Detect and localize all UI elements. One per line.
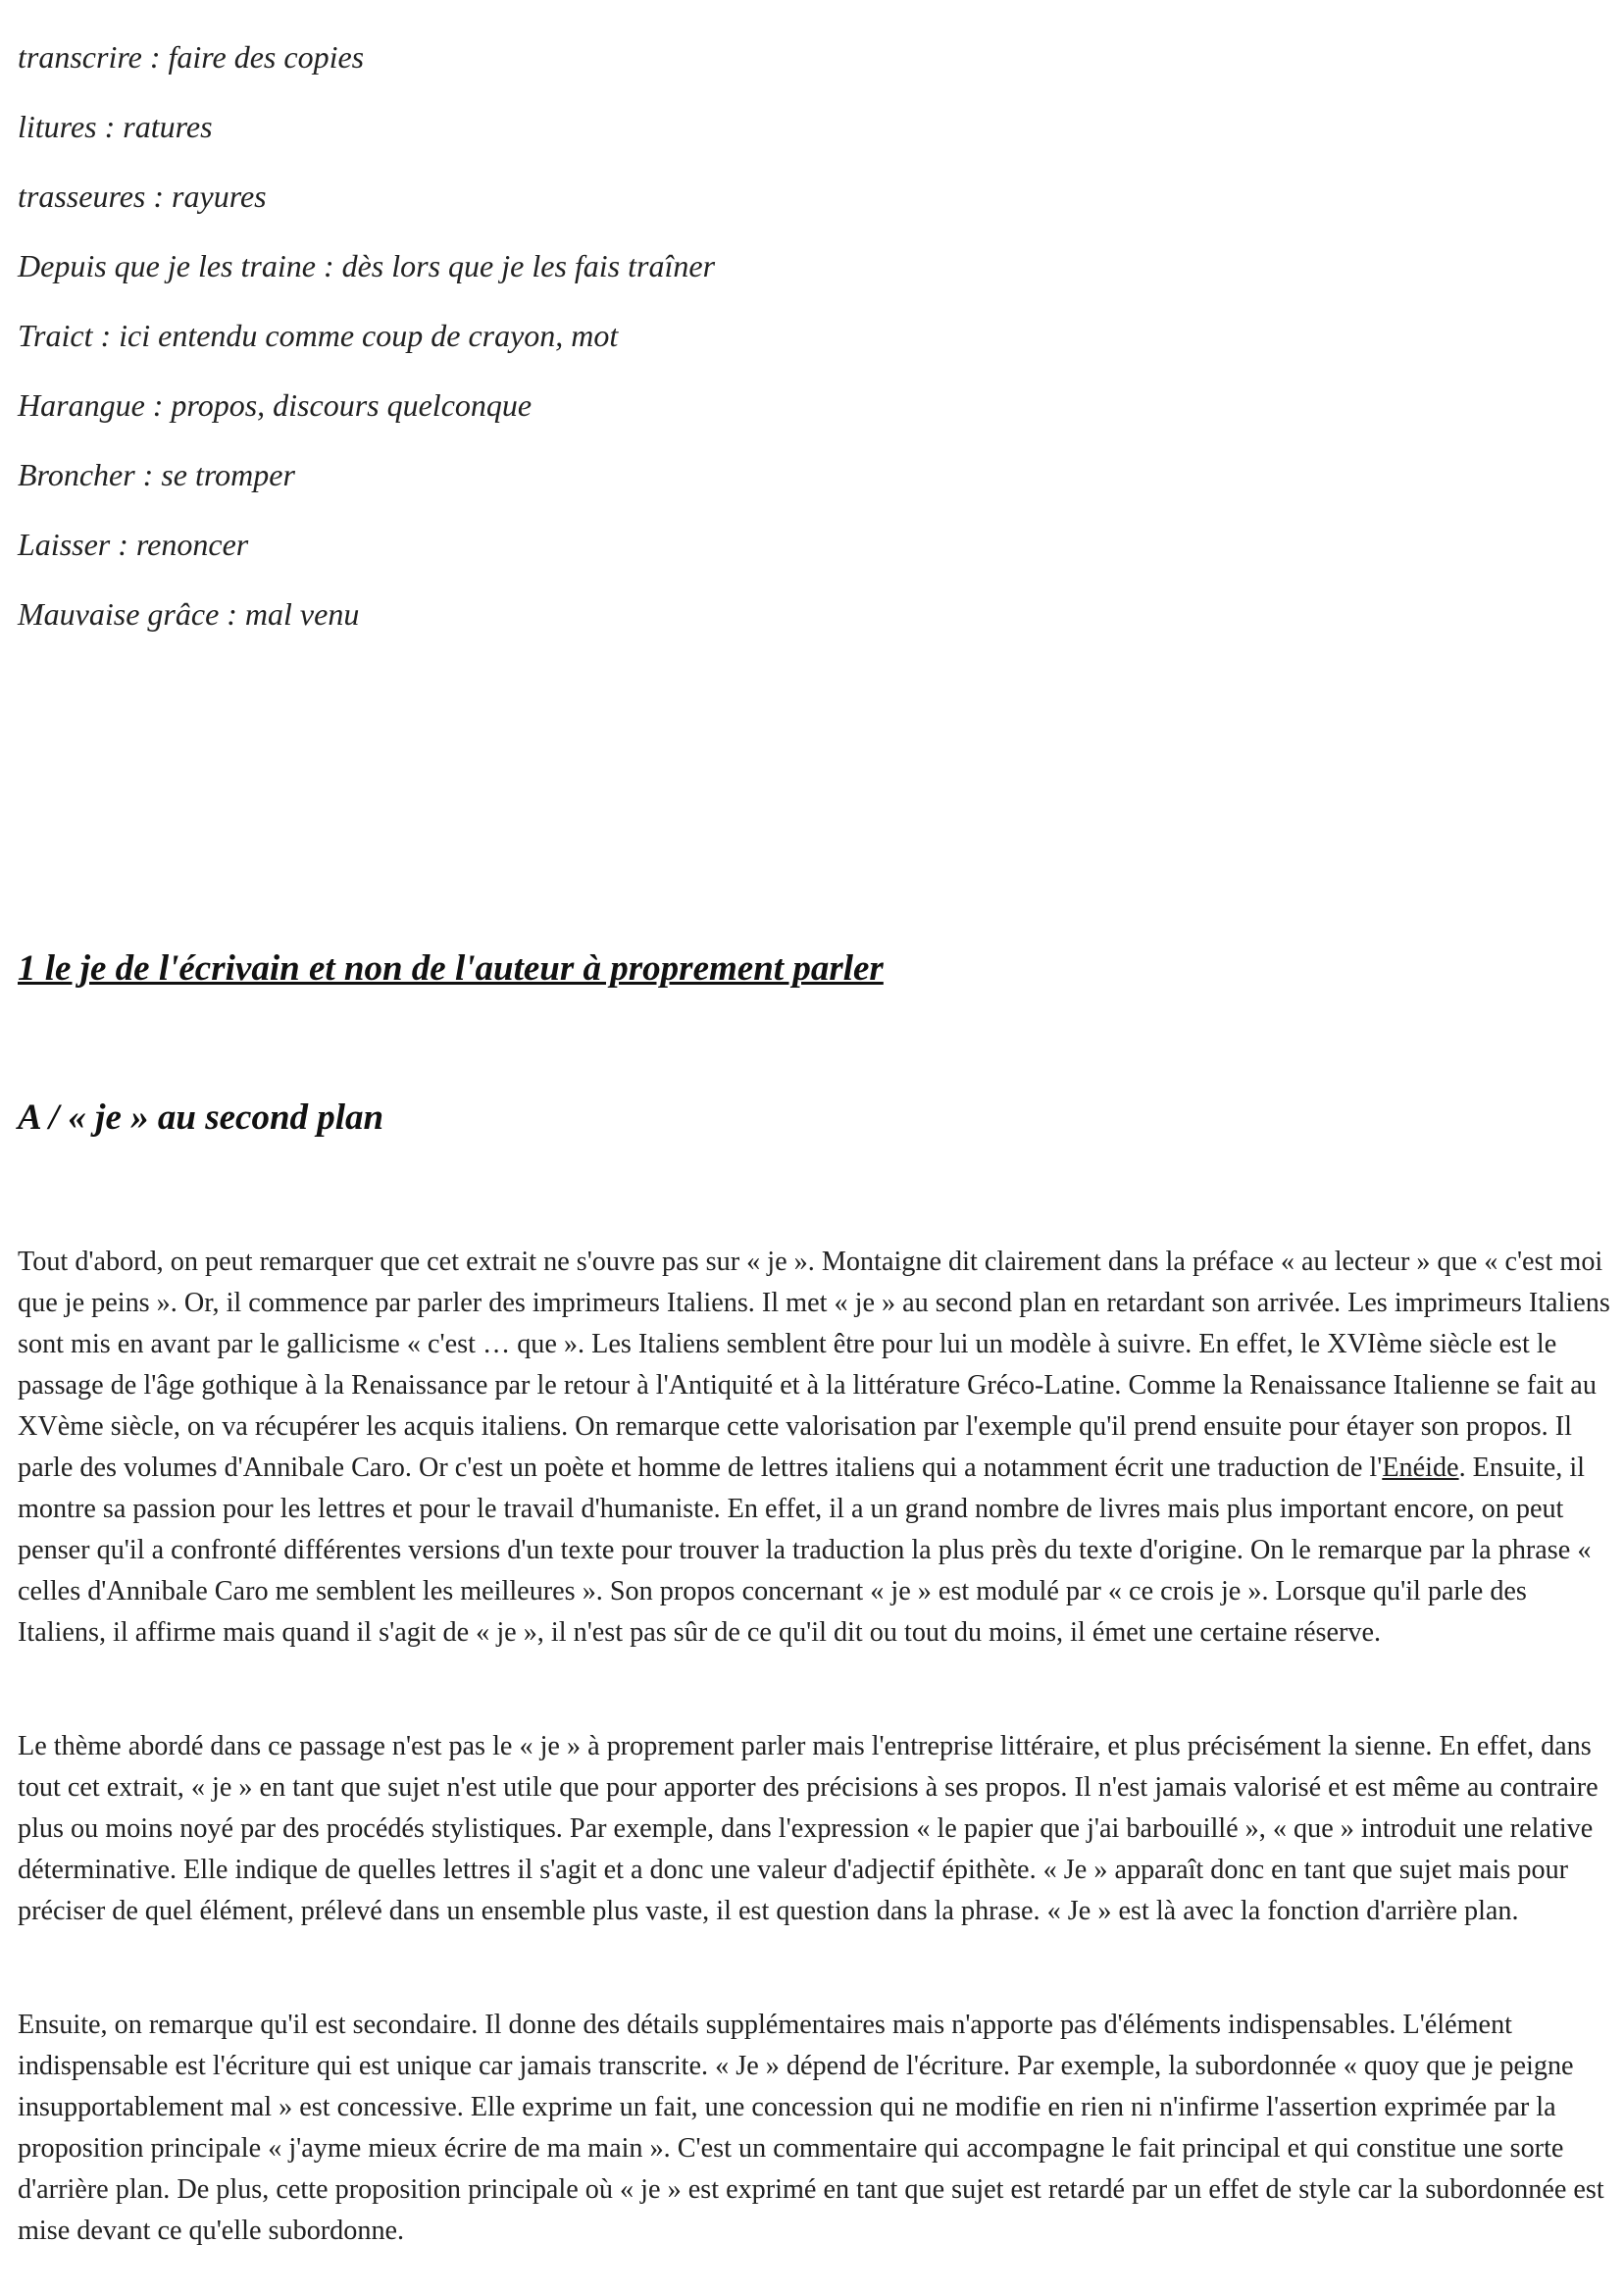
- subsection-heading: A / « je » au second plan: [18, 1097, 384, 1138]
- glossary-entry: Depuis que je les traine : dès lors que je les fais traîner: [18, 248, 716, 283]
- glossary-entry: transcrire : faire des copies: [18, 39, 365, 75]
- glossary-entry: Broncher : se tromper: [18, 457, 295, 492]
- glossary-entry: litures : ratures: [18, 109, 213, 144]
- glossary-entry: Traict : ici entendu comme coup de crayon, mot: [18, 318, 619, 353]
- body-paragraph-3: Ensuite, on remarque qu'il est secondaire. Il donne des détails supplémentaires mais n'apporte pas d'éléments indispensables. L'élément indispensable est l'écriture qui est unique car jamais transcrite. « Je » dépend de l'écriture. Par exemple, la subordonnée « quoy que je peigne insupportablement mal » est concessive. Elle exprime un fait, une concession qui ne modifie en rien ni n'infirme l'assertion exprimée par la proposition principale « j'ayme mieux écrire de ma main ». C'est un commentaire qui accompagne le fait principal et qui constitue une sorte d'arrière plan. De plus, cette proposition principale où « je » est exprimé en tant que sujet est retardé par un effet de style car la subordonnée est mise devant ce qu'elle subordonne.: [18, 2010, 1604, 2246]
- glossary-entry: Harangue : propos, discours quelconque: [18, 387, 533, 423]
- paragraph-text: . Ensuite, il montre sa passion pour les lettres et pour le travail d'humaniste. En effet, il a un grand nombre de livres mais plus important encore, on peut penser qu'il a confronté différentes versions d'un texte pour trouver la traduction la plus près du texte d'origine. On le remarque par la phrase « celles d'Annibale Caro me semblent les meilleures ». Son propos concernant « je » est modulé par « ce crois je ». Lorsque qu'il parle des Italiens, il affirme mais quand il s'agit de « je », il n'est pas sûr de ce qu'il dit ou tout du moins, il émet une certaine réserve.: [18, 1453, 1592, 1648]
- glossary-entry: Mauvaise grâce : mal venu: [18, 596, 360, 632]
- section-heading: 1 le je de l'écrivain et non de l'auteur à proprement parler: [18, 948, 884, 989]
- paragraph-text: Tout d'abord, on peut remarquer que cet extrait ne s'ouvre pas sur « je ». Montaigne dit clairement dans la préface « au lecteur » que « c'est moi que je peins ». Or, il commence par parler des imprimeurs Italiens. Il met « je » au second plan en retardant son arrivée. Les imprimeurs Italiens sont mis en avant par le gallicisme « c'est … que ». Les Italiens semblent être pour lui un modèle à suivre. En effet, le XVIème siècle est le passage de l'âge gothique à la Renaissance par le retour à l'Antiquité et à la littérature Gréco-Latine. Comme la Renaissance Italienne se fait au XVème siècle, on va récupérer les acquis italiens. On remarque cette valorisation par l'exemple qu'il prend ensuite pour étayer son propos. Il parle des volumes d'Annibale Caro. Or c'est un poète et homme de lettres italiens qui a notamment écrit une traduction de l': [18, 1247, 1610, 1483]
- body-paragraph-2: Le thème abordé dans ce passage n'est pas le « je » à proprement parler mais l'entreprise littéraire, et plus précisément la sienne. En effet, dans tout cet extrait, « je » en tant que sujet n'est utile que pour apporter des précisions à ses propos. Il n'est jamais valorisé et est même au contraire plus ou moins noyé par des procédés stylistiques. Par exemple, dans l'expression « le papier que j'ai barbouillé », « que » introduit une relative déterminative. Elle indique de quelles lettres il s'agit et a donc une valeur d'adjectif épithète. « Je » apparaît donc en tant que sujet mais pour préciser de quel élément, prélevé dans un ensemble plus vaste, il est question dans la phrase. « Je » est là avec la fonction d'arrière plan.: [18, 1731, 1599, 1926]
- glossary-entry: trasseures : rayures: [18, 178, 267, 214]
- glossary-entry: Laisser : renoncer: [18, 527, 249, 562]
- eneide-link[interactable]: Enéide: [1382, 1453, 1459, 1483]
- body-paragraph-1: [18, 1242, 1612, 1654]
